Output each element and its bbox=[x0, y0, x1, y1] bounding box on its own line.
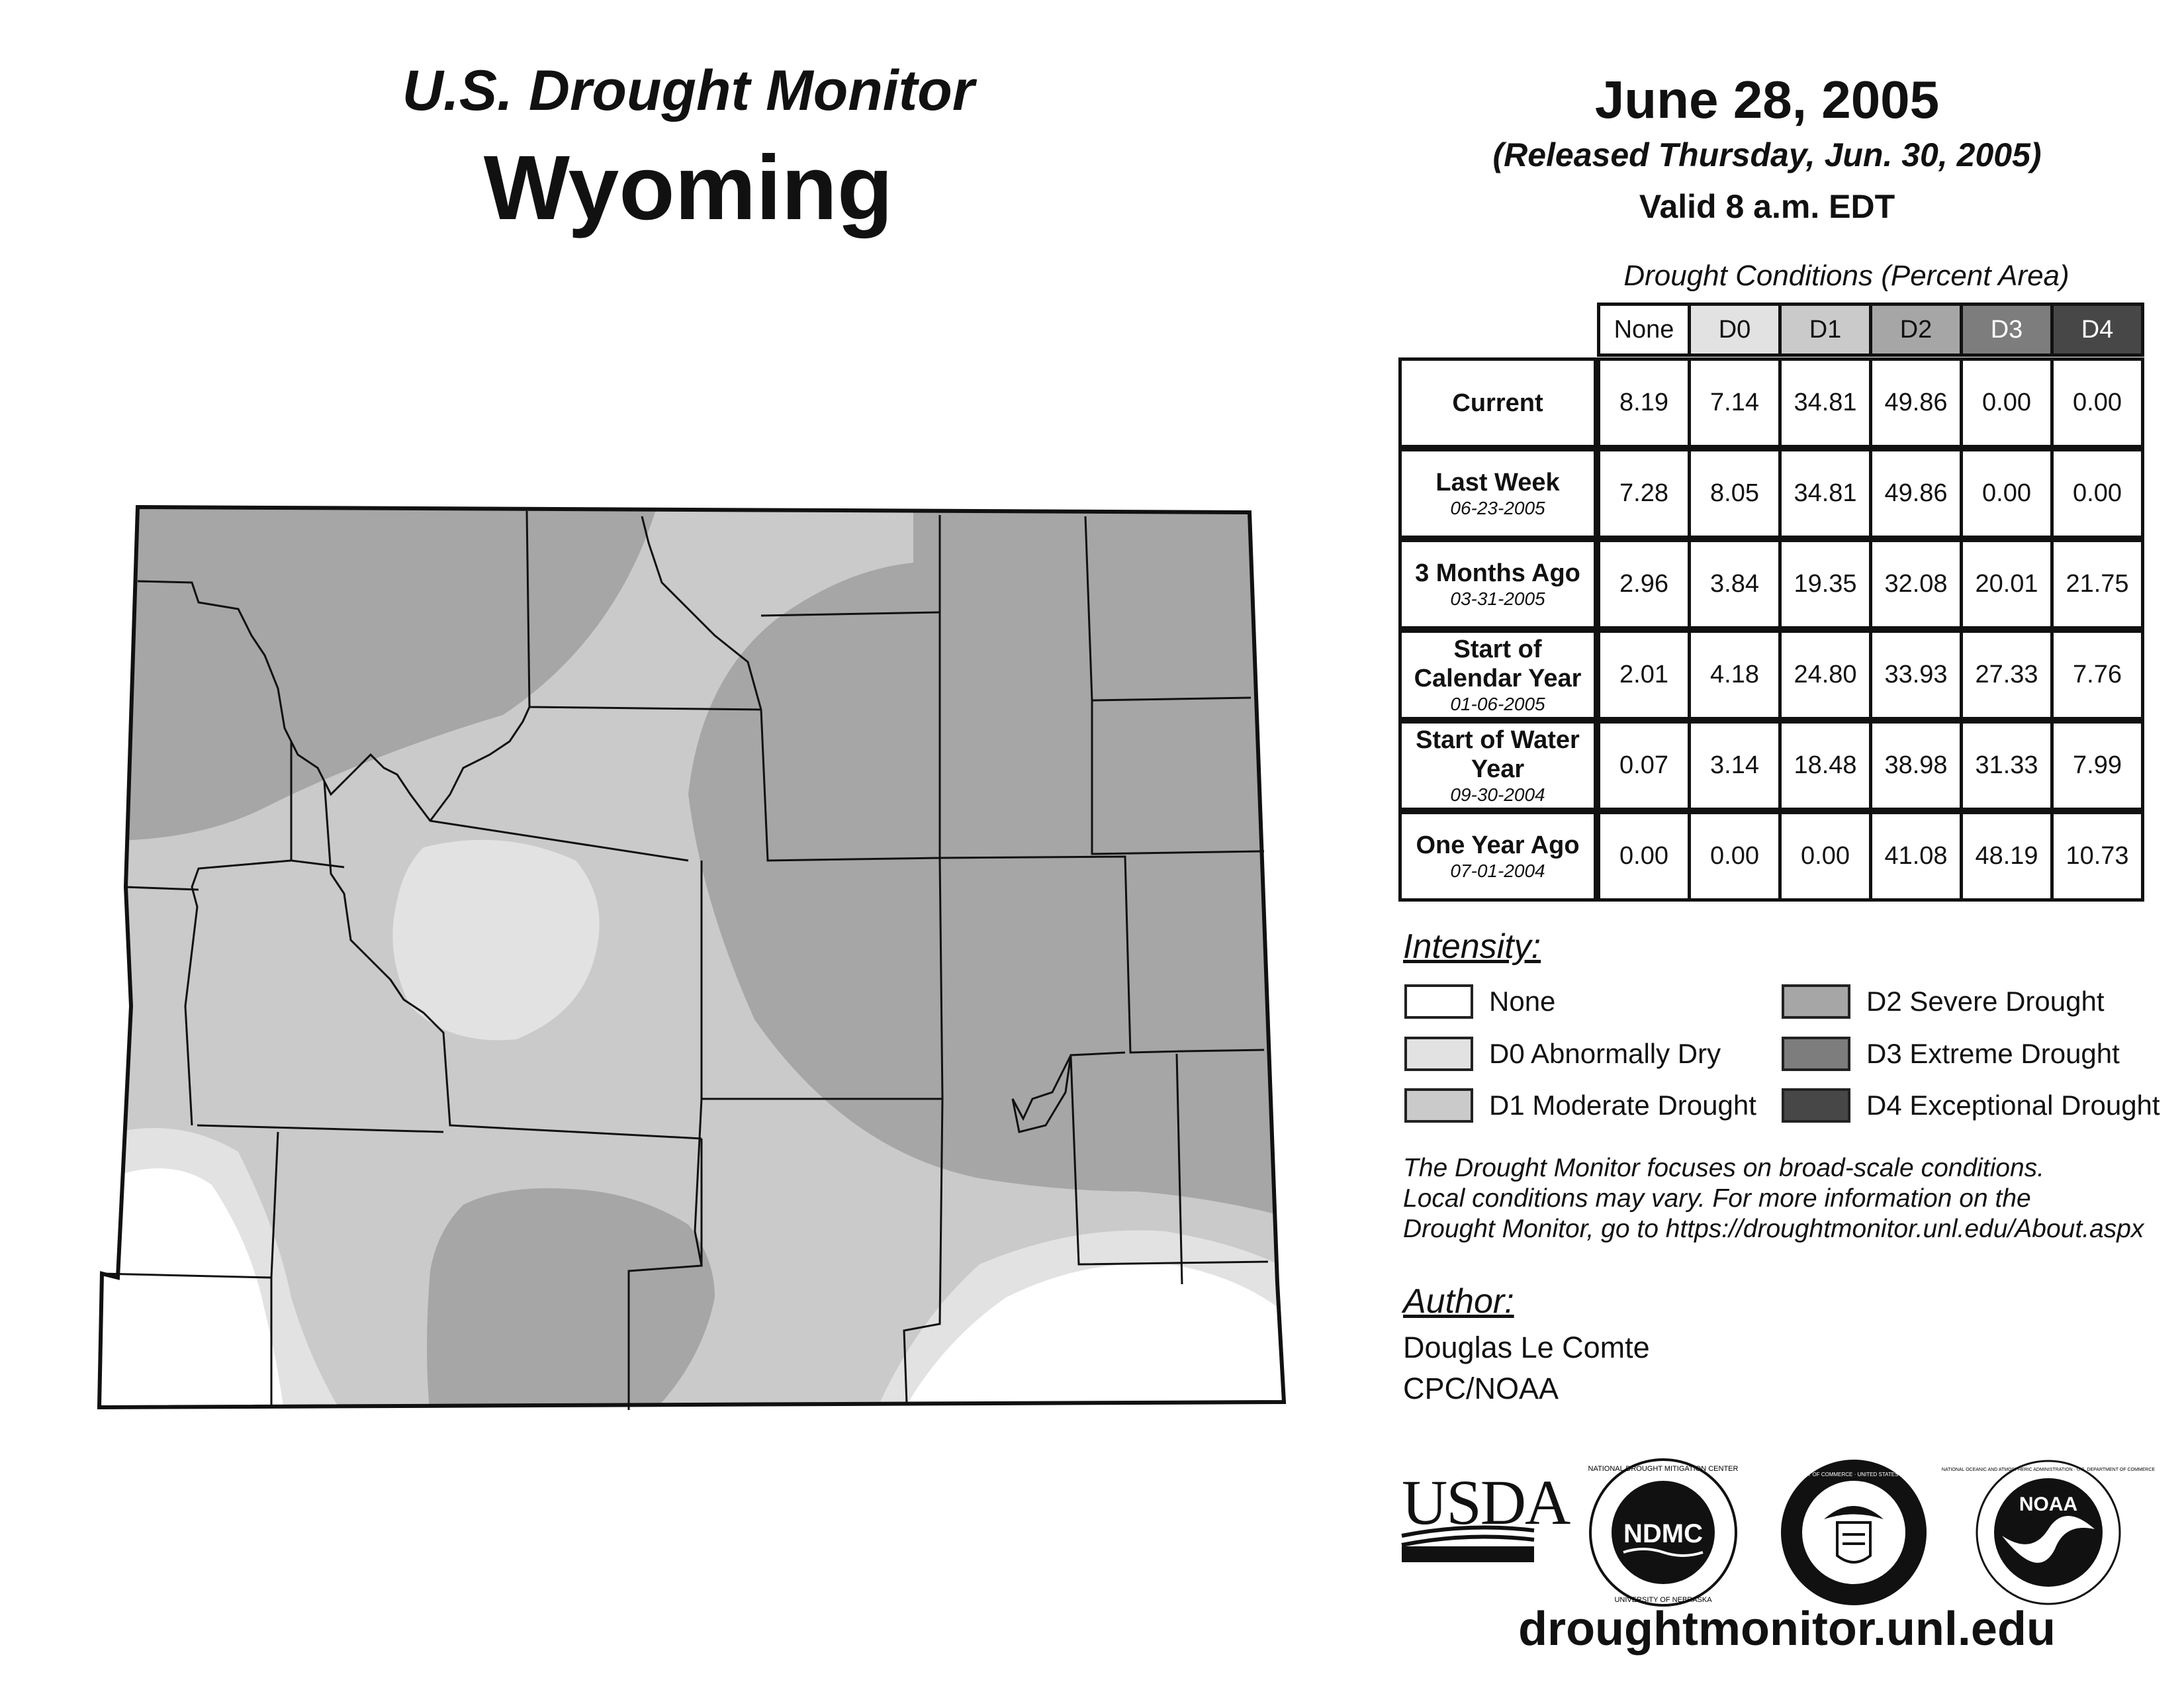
noaa-logo bbox=[1941, 1456, 2156, 1609]
table-cell: 48.19 bbox=[1960, 811, 2054, 902]
note-line-1: The Drought Monitor focuses on broad-scale conditions. bbox=[1403, 1154, 2045, 1182]
table-cell: 7.14 bbox=[1688, 357, 1782, 448]
svg-text:NATIONAL OCEANIC AND ATMOSPHER: NATIONAL OCEANIC AND ATMOSPHERIC ADMINISTRATION · U.S. DEPARTMENT OF COMMERCE bbox=[1941, 1468, 2156, 1472]
table-header-d1: D1 bbox=[1778, 303, 1872, 357]
valid-time: Valid 8 a.m. EDT bbox=[1639, 188, 1895, 225]
table-cell: 18.48 bbox=[1778, 720, 1872, 811]
table-cell: 3.14 bbox=[1688, 720, 1782, 811]
table-header-d4: D4 bbox=[2050, 303, 2144, 357]
table-row-label bbox=[1398, 539, 1597, 630]
row-label-text: 3 Months Ago bbox=[1415, 559, 1580, 587]
table-row-label bbox=[1398, 720, 1597, 811]
row-label-text: One Year Ago bbox=[1416, 831, 1580, 859]
usda-logo: USDA bbox=[1402, 1471, 1541, 1570]
table-cell: 0.00 bbox=[1960, 357, 2054, 448]
row-label-text: Start of Water Year bbox=[1416, 726, 1580, 783]
table-cell: 24.80 bbox=[1778, 630, 1872, 720]
table-cell: 8.19 bbox=[1597, 357, 1691, 448]
table-header-none: None bbox=[1597, 303, 1691, 357]
ndmc-logo bbox=[1587, 1456, 1739, 1609]
svg-text:UNIVERSITY OF NEBRASKA: UNIVERSITY OF NEBRASKA bbox=[1614, 1596, 1712, 1604]
author-name: Douglas Le Comte bbox=[1403, 1331, 1650, 1364]
author-heading: Author: bbox=[1403, 1282, 1514, 1321]
table-cell: 19.35 bbox=[1778, 539, 1872, 630]
table-cell: 7.99 bbox=[2050, 720, 2144, 811]
svg-text:NDMC: NDMC bbox=[1623, 1519, 1703, 1548]
legend-swatch bbox=[1782, 1088, 1850, 1123]
legend-swatch bbox=[1404, 984, 1473, 1019]
legend-swatch bbox=[1782, 984, 1850, 1019]
table-cell: 27.33 bbox=[1960, 630, 2054, 720]
table-cell: 0.07 bbox=[1597, 720, 1691, 811]
release-date: (Released Thursday, Jun. 30, 2005) bbox=[1492, 136, 2042, 173]
table-cell: 20.01 bbox=[1960, 539, 2054, 630]
table-cell: 49.86 bbox=[1869, 357, 1963, 448]
map-date: June 28, 2005 bbox=[1594, 70, 1940, 129]
legend-label: None bbox=[1489, 986, 1556, 1017]
disclaimer-note bbox=[1403, 1153, 2171, 1244]
legend-swatch bbox=[1404, 1088, 1473, 1123]
svg-text:DEPARTMENT OF COMMERCE · UNITE: DEPARTMENT OF COMMERCE · UNITED STATES OF AMERICA bbox=[1775, 1472, 1933, 1477]
table-header-d0: D0 bbox=[1688, 303, 1782, 357]
table-cell: 3.84 bbox=[1688, 539, 1782, 630]
table-row-label bbox=[1398, 357, 1597, 448]
table-cell: 32.08 bbox=[1869, 539, 1963, 630]
intensity-heading: Intensity: bbox=[1403, 927, 1541, 966]
row-date: 03-31-2005 bbox=[1450, 588, 1545, 609]
table-cell: 0.00 bbox=[1597, 811, 1691, 902]
table-row-label bbox=[1398, 448, 1597, 539]
legend-label: D4 Exceptional Drought bbox=[1866, 1090, 2160, 1121]
table-cell: 0.00 bbox=[1688, 811, 1782, 902]
table-cell: 41.08 bbox=[1869, 811, 1963, 902]
author-org: CPC/NOAA bbox=[1403, 1372, 1559, 1405]
table-cell: 4.18 bbox=[1688, 630, 1782, 720]
table-header-d3: D3 bbox=[1960, 303, 2054, 357]
row-label-text: Last Week bbox=[1435, 468, 1560, 496]
table-cell: 0.00 bbox=[1778, 811, 1872, 902]
table-cell: 49.86 bbox=[1869, 448, 1963, 539]
table-cell: 31.33 bbox=[1960, 720, 2054, 811]
legend-label: D3 Extreme Drought bbox=[1866, 1038, 2120, 1069]
row-date: 06-23-2005 bbox=[1450, 497, 1545, 518]
table-header-d2: D2 bbox=[1869, 303, 1963, 357]
table-cell: 0.00 bbox=[1960, 448, 2054, 539]
legend-swatch bbox=[1782, 1037, 1850, 1071]
row-label-text: Current bbox=[1452, 389, 1543, 417]
legend-swatch bbox=[1404, 1037, 1473, 1071]
svg-text:NOAA: NOAA bbox=[2019, 1493, 2078, 1515]
department-of-commerce-seal bbox=[1775, 1456, 1933, 1609]
legend-label: D1 Moderate Drought bbox=[1489, 1090, 1756, 1121]
note-line-3: Drought Monitor, go to https://droughtmonitor.unl.edu/About.aspx bbox=[1403, 1215, 2144, 1243]
row-label-text: Start of Calendar Year bbox=[1414, 635, 1582, 692]
table-cell: 33.93 bbox=[1869, 630, 1963, 720]
d2-area-south bbox=[427, 1188, 715, 1417]
note-line-2: Local conditions may vary. For more information on the bbox=[1403, 1184, 2031, 1213]
row-date: 07-01-2004 bbox=[1450, 860, 1545, 881]
table-cell: 2.96 bbox=[1597, 539, 1691, 630]
table-cell: 10.73 bbox=[2050, 811, 2144, 902]
table-cell: 7.28 bbox=[1597, 448, 1691, 539]
table-cell: 7.76 bbox=[2050, 630, 2144, 720]
table-cell: 38.98 bbox=[1869, 720, 1963, 811]
table-cell: 21.75 bbox=[2050, 539, 2144, 630]
table-cell: 8.05 bbox=[1688, 448, 1782, 539]
row-date: 09-30-2004 bbox=[1450, 784, 1545, 805]
row-date: 01-06-2005 bbox=[1450, 693, 1545, 714]
footer-url[interactable]: droughtmonitor.unl.edu bbox=[1518, 1603, 2056, 1656]
table-row-label bbox=[1398, 630, 1597, 720]
legend-label: D0 Abnormally Dry bbox=[1489, 1038, 1721, 1069]
table-cell: 0.00 bbox=[2050, 448, 2144, 539]
table-caption: Drought Conditions (Percent Area) bbox=[1623, 259, 2070, 292]
table-cell: 2.01 bbox=[1597, 630, 1691, 720]
table-cell: 34.81 bbox=[1778, 448, 1872, 539]
table-row-label bbox=[1398, 811, 1597, 902]
state-title: Wyoming bbox=[483, 137, 893, 239]
monitor-title: U.S. Drought Monitor bbox=[402, 59, 975, 122]
svg-text:NATIONAL DROUGHT MITIGATION CE: NATIONAL DROUGHT MITIGATION CENTER bbox=[1588, 1465, 1739, 1473]
table-cell: 34.81 bbox=[1778, 357, 1872, 448]
legend-label: D2 Severe Drought bbox=[1866, 986, 2105, 1017]
table-cell: 0.00 bbox=[2050, 357, 2144, 448]
